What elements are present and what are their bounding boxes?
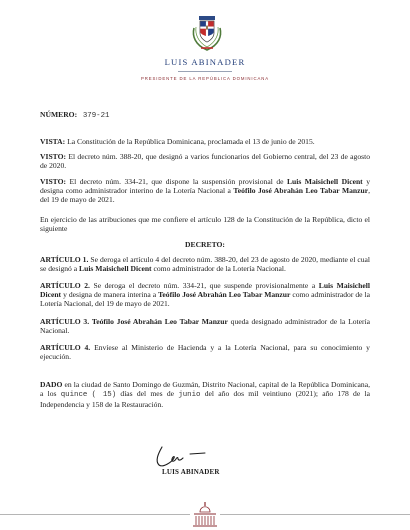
person-name: Luis Maisichell Dicent: [79, 264, 152, 274]
issuer-title: PRESIDENTE DE LA REPÚBLICA DOMINICANA: [140, 76, 270, 81]
article-label: ARTÍCULO 2.: [40, 281, 90, 290]
visto-text: El decreto núm. 388-20, que designó a varios funcionarios del Gobierno central, del 23 de agosto de 2020.: [40, 152, 370, 171]
day-number: ( 15): [91, 391, 117, 400]
dado-label: DADO: [40, 380, 63, 389]
decree-number-label: NÚMERO:: [40, 110, 78, 119]
dado-text: días del mes de: [120, 389, 175, 399]
article-text: Se deroga el artículo 4 del decreto núm. 388-20, del 23 de agosto de 2020, mediante el cual se designó a: [40, 255, 370, 274]
decree-title: [0, 240, 410, 249]
person-name: Teófilo José Abrahán Leo Tabar Manzur: [158, 290, 291, 300]
dado-clause: [40, 380, 370, 410]
signatory-name: LUIS ABINADER: [162, 468, 220, 476]
article-text: como administrador de la Lotería Nacional.: [153, 264, 286, 274]
article-3: [40, 317, 370, 335]
dado-text: del año dos mil veintiuno (2021); año 178 de la Independencia y 158 de la Restauración.: [40, 389, 370, 410]
visto-label: VISTO:: [40, 152, 67, 161]
header-divider: [178, 71, 232, 72]
visto-text: y designa como administrador interino de la Lotería Nacional a: [40, 177, 370, 196]
article-1: [40, 255, 370, 273]
decree-number: [40, 110, 370, 121]
article-2: [40, 281, 370, 309]
person-name: Teófilo José Abrahán Leo Tabar Manzur: [233, 186, 369, 196]
article-text: Envíese al Ministerio de Hacienda y a la Lotería Nacional, para su conocimiento y ejecución.: [40, 343, 370, 362]
dado-text: en la ciudad de Santo Domingo de Guzmán, Distrito Nacional, capital de la República Dominicana, a los: [40, 380, 370, 399]
article-text: queda designado administrador de la Lotería Nacional.: [40, 317, 370, 336]
decree-number-value: 379-21: [82, 112, 110, 120]
person-name: Teófilo José Abrahán Leo Tabar Manzur: [91, 317, 228, 326]
article-label: ARTÍCULO 1.: [40, 255, 89, 264]
article-text: y designa de manera interina a: [63, 290, 157, 300]
issuer-name: LUIS ABINADER: [164, 57, 246, 67]
visto-label: VISTO:: [40, 177, 67, 186]
article-4: [40, 343, 370, 361]
article-text: como administrador de la Lotería Nacional, del 19 de mayo de 2021.: [40, 290, 370, 309]
vista-constitution: [40, 137, 370, 146]
preamble: En ejercicio de las atribuciones que me confiere el artículo 128 de la Constitución de la República, dicto el siguiente: [40, 215, 370, 234]
person-name: Luis Maisichell Dicent: [40, 281, 370, 300]
visto-decree-388: [40, 152, 370, 170]
signature-icon: [150, 444, 210, 470]
decree-title-text: DECRETO:: [185, 240, 225, 249]
article-text: Se deroga el decreto núm. 334-21, que suspende provisionalmente a: [93, 281, 316, 290]
visto-text: , del 19 de mayo de 2021.: [40, 186, 370, 205]
national-palace-icon: [190, 497, 220, 530]
person-name: Luis Maisichell Dicent: [286, 177, 363, 186]
day-in-words: quince: [60, 391, 88, 400]
vista-label: VISTA:: [40, 137, 66, 146]
article-label: ARTÍCULO 4.: [40, 343, 91, 352]
article-label: ARTÍCULO 3.: [40, 317, 90, 326]
visto-decree-334: [40, 177, 370, 205]
vista-text: La Constitución de la República Dominicana, proclamada el 13 de junio de 2015.: [67, 137, 315, 146]
visto-text: El decreto núm. 334-21, que dispone la suspensión provisional de: [69, 177, 284, 186]
coat-of-arms-icon: [191, 14, 223, 52]
month-name: junio: [178, 391, 201, 400]
